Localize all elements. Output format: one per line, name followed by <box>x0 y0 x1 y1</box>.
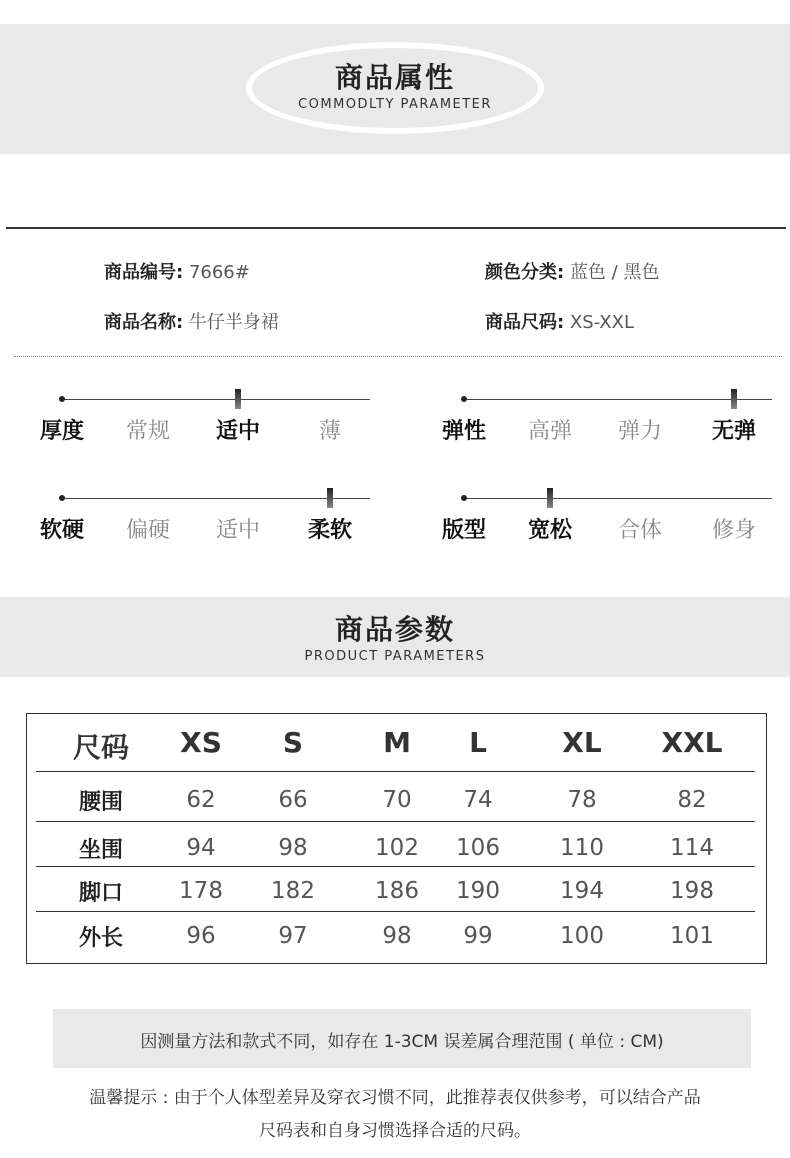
measurement-value: 198 <box>670 878 714 904</box>
measurement-value: 98 <box>382 923 412 949</box>
measurement-label: 坐围 <box>78 838 123 863</box>
attribute-label: 版型 <box>442 518 487 543</box>
measurement-value: 110 <box>560 835 604 861</box>
scale-marker <box>731 389 737 409</box>
attribute-option: 修身 <box>711 518 756 543</box>
measurement-value: 99 <box>463 923 493 949</box>
measurement-value: 96 <box>186 923 216 949</box>
info-key: 商品编号: <box>104 262 184 283</box>
measurement-value: 102 <box>375 835 419 861</box>
measurement-value: 106 <box>456 835 500 861</box>
attribute-label: 软硬 <box>40 518 85 543</box>
measurement-value: 62 <box>186 787 216 813</box>
page-title: 商品属性 <box>334 61 455 94</box>
info-product-name <box>104 308 279 334</box>
tip-line-2: 尺码表和自身习惯选择合适的尺码。 <box>259 1121 531 1141</box>
scale-start-dot <box>59 396 65 402</box>
info-value: 蓝色 / 黑色 <box>569 262 660 283</box>
divider <box>6 227 786 229</box>
attribute-option: 高弹 <box>527 419 572 444</box>
attribute-option: 宽松 <box>527 518 572 543</box>
size-header: M <box>383 726 411 759</box>
measurement-value: 178 <box>179 878 223 904</box>
measurement-value: 194 <box>560 878 604 904</box>
params-subtitle: PRODUCT PARAMETERS <box>304 649 486 664</box>
measurement-value: 114 <box>670 835 714 861</box>
info-key: 商品尺码: <box>485 312 565 333</box>
measurement-value: 66 <box>278 787 308 813</box>
info-value: 7666# <box>188 262 250 283</box>
attribute-option: 偏硬 <box>125 518 170 543</box>
info-key: 颜色分类: <box>485 262 565 283</box>
info-value: XS-XXL <box>569 312 634 333</box>
size-header: XS <box>180 726 222 759</box>
info-key: 商品名称: <box>104 312 184 333</box>
params-title: 商品参数 <box>334 613 455 646</box>
measurement-value: 182 <box>271 878 315 904</box>
attribute-option: 弹力 <box>617 419 662 444</box>
measurement-value: 101 <box>670 923 714 949</box>
measurement-label: 外长 <box>78 926 123 951</box>
size-header: L <box>469 726 487 759</box>
measurement-value: 70 <box>382 787 412 813</box>
scale-marker <box>327 488 333 508</box>
measurement-value: 94 <box>186 835 216 861</box>
attribute-option: 合体 <box>617 518 662 543</box>
measurement-label: 脚口 <box>78 881 123 906</box>
scale-line <box>62 498 370 499</box>
info-color <box>485 258 659 284</box>
attribute-option: 常规 <box>125 419 170 444</box>
attribute-option: 适中 <box>215 518 260 543</box>
size-header: S <box>282 726 304 759</box>
scale-line <box>464 498 772 499</box>
measurement-value: 190 <box>456 878 500 904</box>
scale-start-dot <box>59 495 65 501</box>
attribute-label: 弹性 <box>442 419 487 444</box>
measurement-value: 78 <box>567 787 597 813</box>
measurement-label: 腰围 <box>78 790 123 815</box>
measurement-value: 98 <box>278 835 308 861</box>
attribute-option: 无弹 <box>711 419 756 444</box>
info-value: 牛仔半身裙 <box>188 312 279 333</box>
measurement-value: 82 <box>677 787 707 813</box>
size-header: XL <box>562 726 602 759</box>
attribute-option: 柔软 <box>307 518 352 543</box>
scale-marker <box>235 389 241 409</box>
scale-line <box>62 399 370 400</box>
dotted-divider <box>14 356 782 357</box>
table-row-divider <box>36 911 755 912</box>
info-size <box>485 308 634 334</box>
measurement-value: 100 <box>560 923 604 949</box>
table-row-divider <box>36 771 755 772</box>
size-header: XXL <box>661 726 723 759</box>
attribute-label: 厚度 <box>40 419 85 444</box>
tip-line-1: 温馨提示 : 由于个人体型差异及穿衣习惯不同，此推荐表仅供参考，可以结合产品 <box>89 1088 701 1108</box>
scale-marker <box>547 488 553 508</box>
measurement-value: 186 <box>375 878 419 904</box>
scale-line <box>464 399 772 400</box>
scale-start-dot <box>461 495 467 501</box>
measurement-value: 74 <box>463 787 493 813</box>
info-product-number <box>104 258 250 284</box>
measurement-value: 97 <box>278 923 308 949</box>
attribute-option: 适中 <box>215 419 260 444</box>
size-header-label: 尺码 <box>72 731 129 764</box>
scale-start-dot <box>461 396 467 402</box>
table-row-divider <box>36 866 755 867</box>
table-row-divider <box>36 821 755 822</box>
attribute-option: 薄 <box>318 419 341 444</box>
measurement-note: 因测量方法和款式不同，如存在 1-3CM 误差属合理范围 ( 单位 : CM) <box>140 1032 664 1052</box>
page-subtitle: COMMODLTY PARAMETER <box>298 97 492 112</box>
